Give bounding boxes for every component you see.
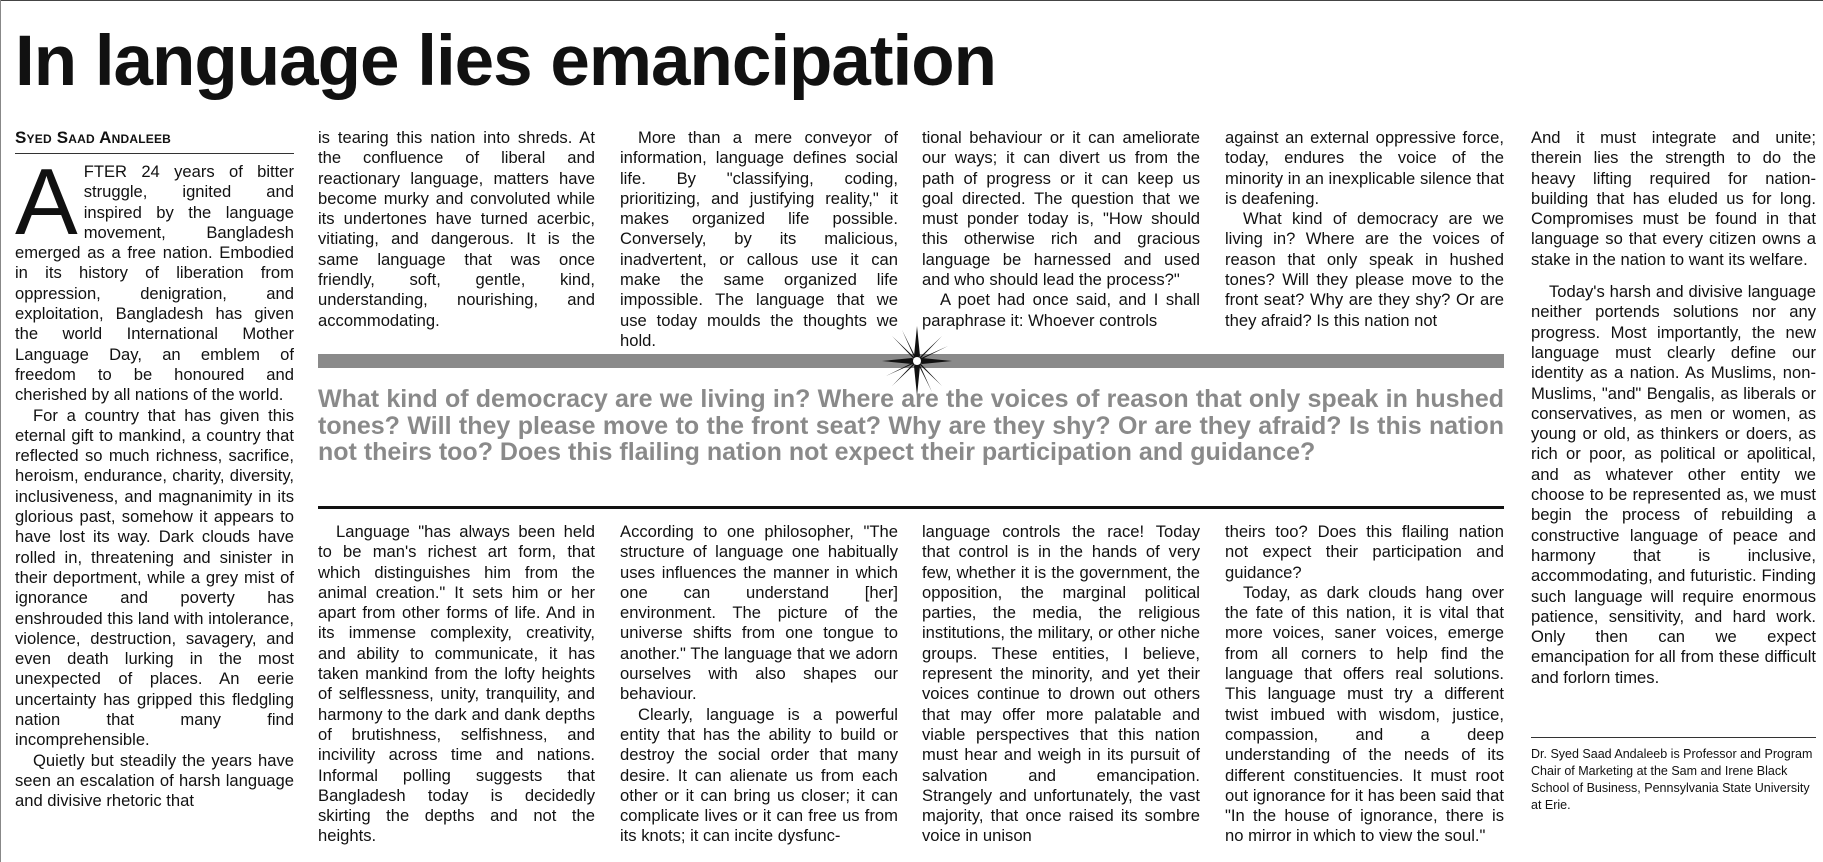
paragraph: Today, as dark clouds hang over the fate of this nation, it is vital that more voices, saner voices, emerge from all corners to help find the language that offers real solutions. This language must try a different twist imbued with wisdom, justice, compassion, and a deep understanding of the needs of its different constituencies. It must root out ignorance for it has been said that "In the house of ignorance, there is no mirror in which to view the soul.": [1225, 582, 1504, 846]
paragraph: According to one philosopher, "The structure of language one habitually uses influences the manner in which one can understand [her] environment. The picture of the universe shifts from one tongue to another." The language that we adorn ourselves with also shapes our behaviour.: [620, 522, 898, 704]
paragraph: is tearing this nation into shreds. At the confluence of liberal and reactionary language, matters have become murky and convoluted while its undertones have turned acerbic, vitiating, and dangerous. It is the same language that was once friendly, soft, gentle, kind, understanding, nourishing, and accommodating.: [318, 128, 595, 330]
headline: In language lies emancipation: [15, 22, 997, 101]
paragraph: Clearly, language is a powerful entity that has the ability to build or destroy the social order that many desire. It can alienate us from each other or it can bring us closer; it can complicate lives or it can free us from its knots; it can incite dysfunc-: [620, 704, 898, 846]
pull-quote-rule: [318, 506, 1504, 509]
paragraph: theirs too? Does this flailing nation not expect their participation and guidance?: [1225, 522, 1504, 582]
paragraph: Today's harsh and divisive language neither portends solutions nor any progress. Most importantly, the new language must clearly define our identity as a nation. As Muslims, non-Muslims, "and" Bengalis, as liberals or conservatives, as men or women, as young or old, as thinkers or doers, as rich or poor, as political or apolitical, and as whatever other entity we choose to be represented as, we must begin the process of rebuilding a constructive language of peace and harmony that is inclusive, accommodating, and futuristic. Finding such language will require enormous patience, sensitivity, and hard work. Only then can we expect emancipation for all from these difficult and forlorn times.: [1531, 282, 1816, 687]
column-4-bottom: [922, 522, 1200, 847]
paragraph: Language "has always been held to be man's richest art form, that which distinguishes him from the animal creation." It sets him or her apart from other forms of life. And in its immense complexity, creativity, and ability to communicate, it has taken mankind from the lofty heights of selflessness, unity, tranquility, and harmony to the dark and dank depths of brutishness, selfishness, and incivility across time and nations. Informal polling suggests that Bangladesh today is decidedly skirting the depths and not the heights.: [318, 522, 595, 846]
paragraph: against an external oppressive force, today, endures the voice of the minority in an inexplicable silence that is deafening.: [1225, 128, 1504, 208]
paragraph: And it must integrate and unite; therein lies the strength to do the heavy lifting required for nation-building that has eluded us for long. Compromises must be found in that language so that every citizen owns a stake in the nation to want its welfare.: [1531, 128, 1816, 269]
column-3-bottom: [620, 522, 898, 847]
paragraph: AFTER 24 years of bitter struggle, ignited and inspired by the language movement, Bangladesh emerged as a free nation. Embodied in its history of liberation from oppression, denigration, and exploitation, Bangladesh has given the world International Mother Language Day, an emblem of freedom to be honoured and cherished by all nations of the world.: [15, 149, 294, 405]
column-3-top: [620, 128, 898, 351]
paragraph: For a country that has given this eternal gift to mankind, a country that reflected so much richness, sacrifice, heroism, endurance, charity, diversity, inclusiveness, and magnanimity in its glorious past, somehow it appears to have lost its way. Dark clouds have rolled in, threatening and sinister in their deportment, while a grey mist of ignorance and poverty has enshrouded this land with intolerance, violence, destruction, savagery, and even death lurking in the most unexpected of places. An eerie uncertainty has gripped this fledgling nation that many find incomprehensible.: [15, 405, 294, 750]
drop-cap: A: [15, 149, 78, 254]
paragraph: A poet had once said, and I shall paraphrase it: Whoever controls: [922, 290, 1200, 330]
left-rule: [0, 0, 1, 862]
author-bio: Dr. Syed Saad Andaleeb is Professor and Program Chair of Marketing at the Sam and Irene Black School of Business, Pennsylvania State University at Erie.: [1531, 737, 1816, 814]
paragraph: tional behaviour or it can ameliorate our ways; it can divert us from the path of progress or it can keep us goal directed. The question that we must ponder today is, "How should this otherwise rich and gracious language be harnessed and used and who should lead the process?": [922, 128, 1200, 290]
column-6: [1531, 128, 1816, 688]
paragraph: language controls the race! Today that control is in the hands of very few, whether it is the government, the opposition, the marginal political parties, the media, the religious institutions, the military, or other niche groups. These entities, I believe, represent the minority, and yet their voices continue to drown out others that may offer more palatable and viable perspectives that this nation must hear and weigh in its pursuit of salvation and emancipation. Strangely and unfortunately, the vast majority, that once raised its sombre voice in unison: [922, 522, 1200, 846]
column-2-bottom: [318, 522, 595, 847]
column-1: [15, 128, 294, 812]
paragraph: What kind of democracy are we living in? Where are the voices of reason that only speak in hushed tones? Will they please move to the front seat? Why are they shy? Or are they afraid? Is this nation not: [1225, 209, 1504, 330]
column-4-top: [922, 128, 1200, 331]
column-5-bottom: [1225, 522, 1504, 847]
paragraph: More than a mere conveyor of information, language defines social life. By "classifying, coding, prioritizing, and justifying reality," it makes organized life possible. Conversely, by its malicious, inadvertent, or callous use it can make the same organized life impossible. The language that we use today moulds the thoughts we hold.: [620, 128, 898, 350]
column-2-top: [318, 128, 595, 331]
byline: Syed Saad Andaleeb: [15, 128, 294, 154]
paragraph: Quietly but steadily the years have seen an escalation of harsh language and divisive rhetoric that: [15, 750, 294, 811]
top-rule: [0, 0, 1823, 1]
column-5-top: [1225, 128, 1504, 331]
pull-quote: What kind of democracy are we living in? Where are the voices of reason that only speak in hushed tones? Will they please move to the front seat? Why are they shy? Or are they afraid? Is this nation not theirs too? Does this flailing nation not expect their participation and guidance?: [318, 385, 1504, 466]
